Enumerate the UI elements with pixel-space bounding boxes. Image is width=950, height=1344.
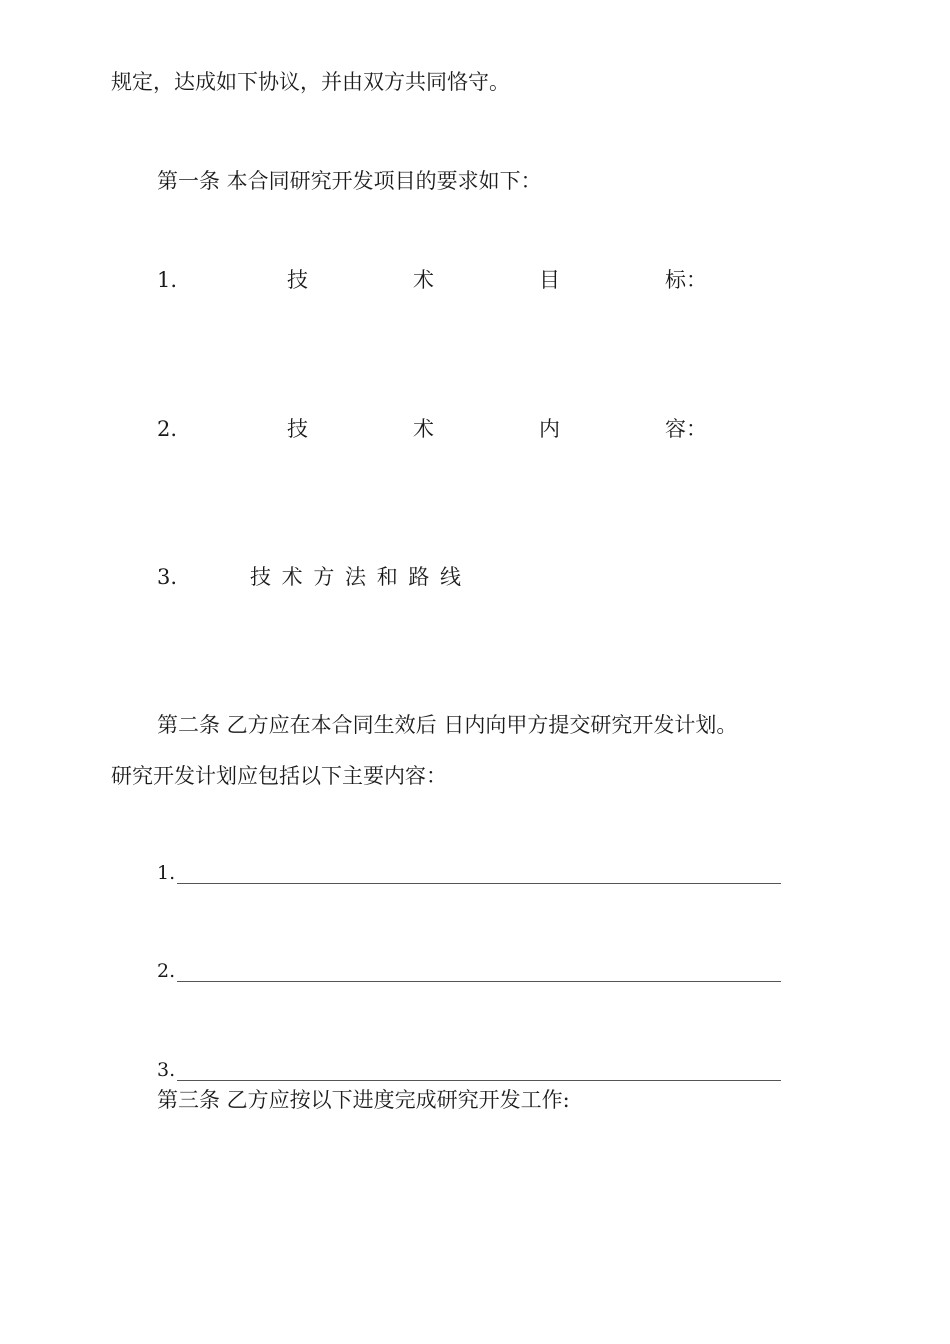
plan-blank-2-line[interactable]: [177, 981, 781, 982]
article-2-line-1: 第二条 乙方应在本合同生效后 日内向甲方提交研究开发计划。: [157, 713, 738, 737]
plan-blank-row-1: [157, 860, 781, 886]
plan-blank-row-2: [157, 958, 781, 984]
plan-blank-row-3: [157, 1057, 781, 1083]
plan-blank-3-number: 3.: [157, 1059, 176, 1081]
article-2-line-2: 研究开发计划应包括以下主要内容：: [111, 764, 447, 788]
intro-end-paragraph: 规定，达成如下协议，并由双方共同恪守。: [111, 70, 510, 94]
item-3-technical-method: 技 术 方 法 和 路 线: [250, 565, 464, 589]
article-1-heading: 第一条 本合同研究开发项目的要求如下：: [157, 169, 542, 193]
item-1-technical-goal: [287, 266, 707, 294]
item-2-char-2: 术: [413, 417, 434, 441]
item-2-char-1: 技: [287, 417, 308, 441]
item-2-char-3: 内: [539, 417, 560, 441]
item-1-number: 1.: [157, 268, 178, 292]
item-1-char-2: 术: [413, 268, 434, 292]
item-1-char-3: 目: [539, 268, 560, 292]
plan-blank-1-line[interactable]: [177, 883, 781, 884]
item-1-char-4: 标：: [665, 268, 707, 292]
item-1-char-1: 技: [287, 268, 308, 292]
plan-blank-2-number: 2.: [157, 960, 176, 982]
item-3-number: 3.: [157, 565, 178, 589]
plan-blank-1-number: 1.: [157, 862, 176, 884]
article-3-heading: 第三条 乙方应按以下进度完成研究开发工作:: [157, 1088, 570, 1112]
plan-blank-3-line[interactable]: [177, 1080, 781, 1081]
item-2-char-4: 容：: [665, 417, 707, 441]
item-2-number: 2.: [157, 417, 178, 441]
item-2-technical-content: [287, 415, 707, 443]
